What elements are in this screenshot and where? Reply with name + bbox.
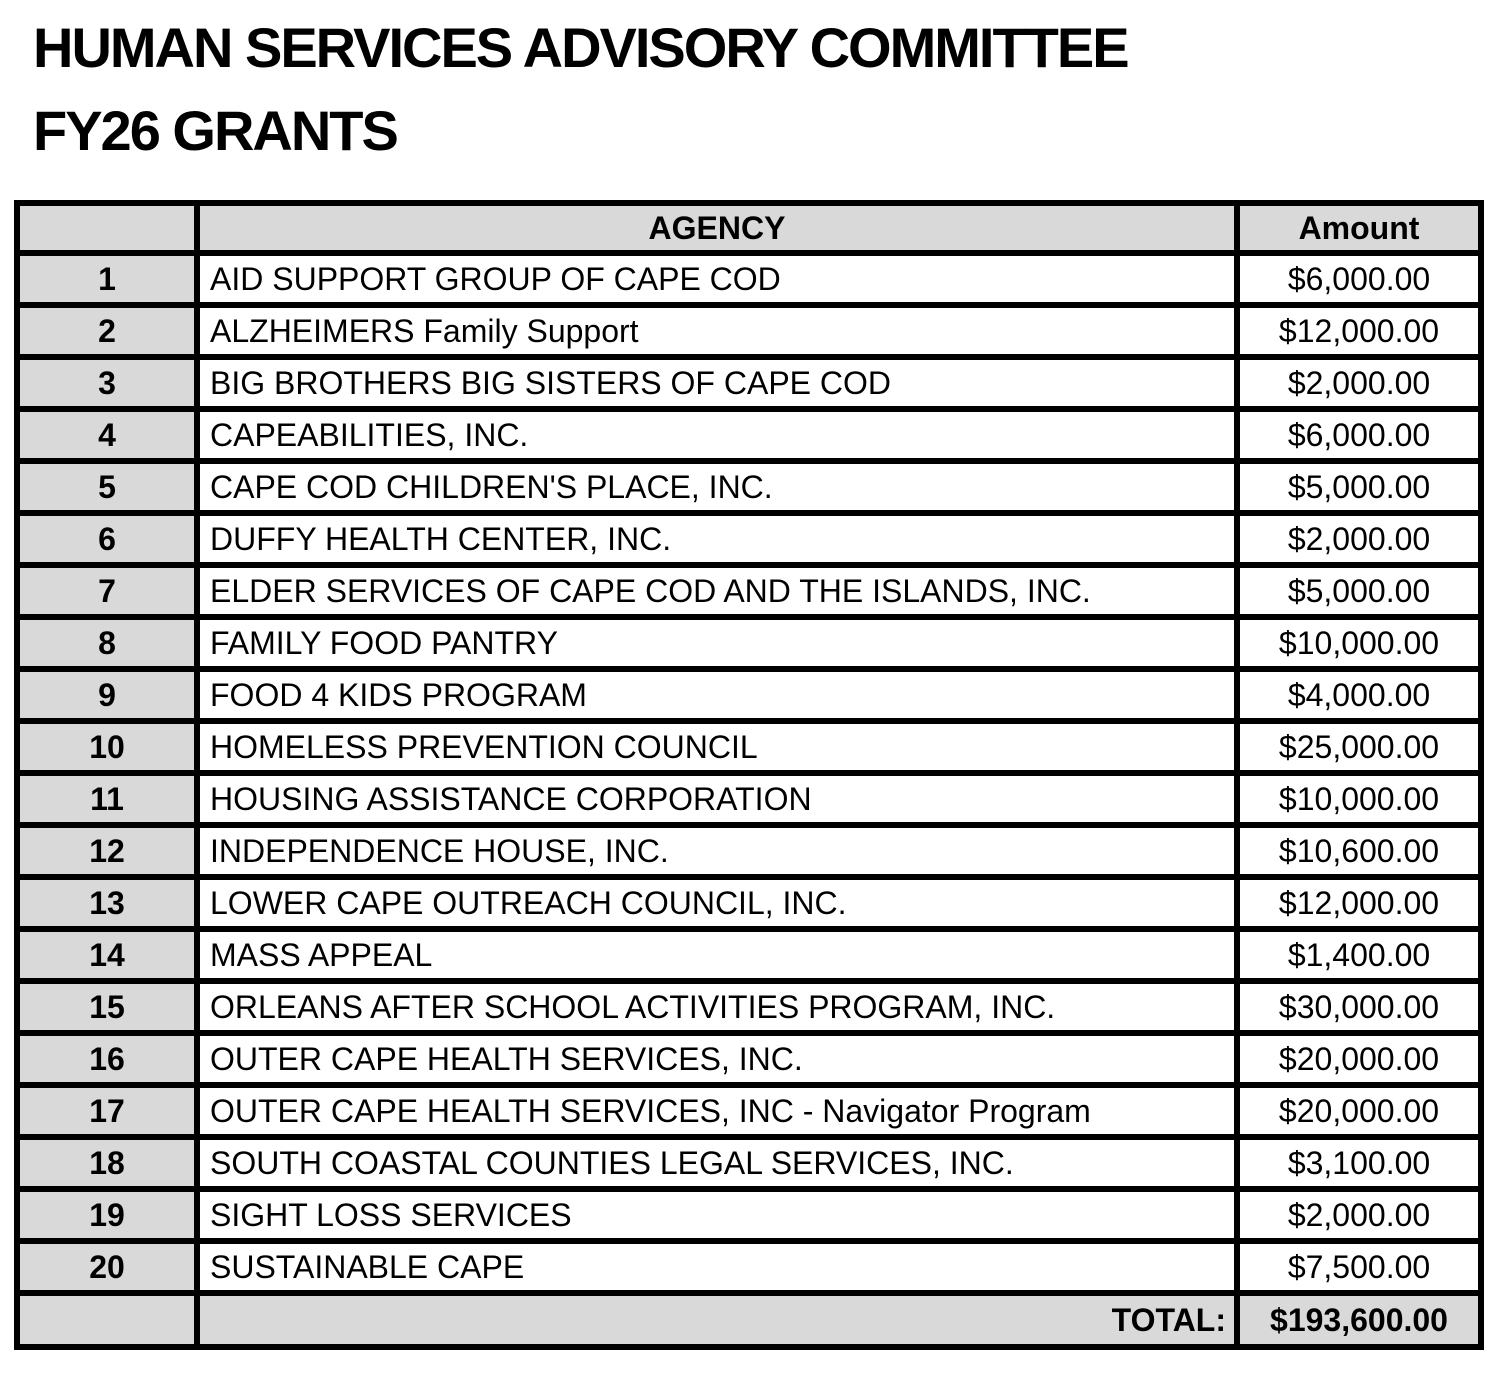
header-number-cell xyxy=(17,203,197,253)
row-agency-cell: ALZHEIMERS Family Support xyxy=(197,305,1237,357)
document-title: HUMAN SERVICES ADVISORY COMMITTEE xyxy=(33,16,1128,79)
row-agency-cell: OUTER CAPE HEALTH SERVICES, INC - Navigator Program xyxy=(197,1085,1237,1137)
row-number-cell: 14 xyxy=(17,929,197,981)
header-agency-cell: AGENCY xyxy=(197,203,1237,253)
row-amount-cell: $10,600.00 xyxy=(1237,825,1481,877)
grants-table xyxy=(14,200,1484,1350)
table-row xyxy=(17,1033,1481,1085)
row-agency-cell: CAPEABILITIES, INC. xyxy=(197,409,1237,461)
row-number-cell: 5 xyxy=(17,461,197,513)
row-number-cell: 9 xyxy=(17,669,197,721)
table-row xyxy=(17,773,1481,825)
row-agency-cell: OUTER CAPE HEALTH SERVICES, INC. xyxy=(197,1033,1237,1085)
table-row xyxy=(17,981,1481,1033)
row-amount-cell: $3,100.00 xyxy=(1237,1137,1481,1189)
table-row xyxy=(17,461,1481,513)
table-row xyxy=(17,513,1481,565)
row-amount-cell: $1,400.00 xyxy=(1237,929,1481,981)
header-row xyxy=(17,203,1481,253)
row-number-cell: 12 xyxy=(17,825,197,877)
row-number-cell: 2 xyxy=(17,305,197,357)
table-row xyxy=(17,565,1481,617)
row-amount-cell: $10,000.00 xyxy=(1237,773,1481,825)
table-row xyxy=(17,305,1481,357)
row-agency-cell: LOWER CAPE OUTREACH COUNCIL, INC. xyxy=(197,877,1237,929)
row-number-cell: 16 xyxy=(17,1033,197,1085)
row-number-cell: 1 xyxy=(17,253,197,305)
row-amount-cell: $4,000.00 xyxy=(1237,669,1481,721)
total-row xyxy=(17,1293,1481,1347)
row-amount-cell: $2,000.00 xyxy=(1237,357,1481,409)
row-number-cell: 20 xyxy=(17,1241,197,1293)
table-row xyxy=(17,1137,1481,1189)
total-empty-cell xyxy=(17,1293,197,1347)
row-agency-cell: ORLEANS AFTER SCHOOL ACTIVITIES PROGRAM, INC. xyxy=(197,981,1237,1033)
table-row xyxy=(17,721,1481,773)
row-amount-cell: $25,000.00 xyxy=(1237,721,1481,773)
row-number-cell: 11 xyxy=(17,773,197,825)
row-agency-cell: CAPE COD CHILDREN'S PLACE, INC. xyxy=(197,461,1237,513)
total-label-cell: TOTAL: xyxy=(197,1293,1237,1347)
row-number-cell: 19 xyxy=(17,1189,197,1241)
row-agency-cell: AID SUPPORT GROUP OF CAPE COD xyxy=(197,253,1237,305)
row-amount-cell: $2,000.00 xyxy=(1237,1189,1481,1241)
row-amount-cell: $10,000.00 xyxy=(1237,617,1481,669)
row-number-cell: 3 xyxy=(17,357,197,409)
row-amount-cell: $6,000.00 xyxy=(1237,253,1481,305)
row-agency-cell: DUFFY HEALTH CENTER, INC. xyxy=(197,513,1237,565)
row-agency-cell: HOMELESS PREVENTION COUNCIL xyxy=(197,721,1237,773)
row-amount-cell: $6,000.00 xyxy=(1237,409,1481,461)
document-title-block xyxy=(33,6,1500,172)
row-amount-cell: $2,000.00 xyxy=(1237,513,1481,565)
table-row xyxy=(17,617,1481,669)
row-agency-cell: SIGHT LOSS SERVICES xyxy=(197,1189,1237,1241)
table-row xyxy=(17,1189,1481,1241)
document-subtitle: FY26 GRANTS xyxy=(33,99,397,162)
row-amount-cell: $12,000.00 xyxy=(1237,305,1481,357)
table-row xyxy=(17,1241,1481,1293)
row-amount-cell: $30,000.00 xyxy=(1237,981,1481,1033)
row-amount-cell: $7,500.00 xyxy=(1237,1241,1481,1293)
table-row xyxy=(17,825,1481,877)
row-number-cell: 13 xyxy=(17,877,197,929)
row-number-cell: 6 xyxy=(17,513,197,565)
row-agency-cell: FAMILY FOOD PANTRY xyxy=(197,617,1237,669)
row-agency-cell: BIG BROTHERS BIG SISTERS OF CAPE COD xyxy=(197,357,1237,409)
table-row xyxy=(17,357,1481,409)
row-agency-cell: SUSTAINABLE CAPE xyxy=(197,1241,1237,1293)
row-number-cell: 10 xyxy=(17,721,197,773)
header-amount-cell: Amount xyxy=(1237,203,1481,253)
row-number-cell: 8 xyxy=(17,617,197,669)
row-agency-cell: HOUSING ASSISTANCE CORPORATION xyxy=(197,773,1237,825)
table-row xyxy=(17,669,1481,721)
table-row xyxy=(17,409,1481,461)
table-row xyxy=(17,253,1481,305)
row-agency-cell: FOOD 4 KIDS PROGRAM xyxy=(197,669,1237,721)
row-amount-cell: $20,000.00 xyxy=(1237,1033,1481,1085)
table-row xyxy=(17,929,1481,981)
row-number-cell: 7 xyxy=(17,565,197,617)
row-number-cell: 18 xyxy=(17,1137,197,1189)
row-amount-cell: $20,000.00 xyxy=(1237,1085,1481,1137)
row-number-cell: 15 xyxy=(17,981,197,1033)
grants-table-body xyxy=(17,253,1481,1293)
table-row xyxy=(17,1085,1481,1137)
row-amount-cell: $5,000.00 xyxy=(1237,461,1481,513)
row-agency-cell: ELDER SERVICES OF CAPE COD AND THE ISLANDS, INC. xyxy=(197,565,1237,617)
row-number-cell: 4 xyxy=(17,409,197,461)
row-amount-cell: $12,000.00 xyxy=(1237,877,1481,929)
table-row xyxy=(17,877,1481,929)
row-agency-cell: SOUTH COASTAL COUNTIES LEGAL SERVICES, INC. xyxy=(197,1137,1237,1189)
row-amount-cell: $5,000.00 xyxy=(1237,565,1481,617)
row-agency-cell: INDEPENDENCE HOUSE, INC. xyxy=(197,825,1237,877)
total-amount-cell: $193,600.00 xyxy=(1237,1293,1481,1347)
row-agency-cell: MASS APPEAL xyxy=(197,929,1237,981)
row-number-cell: 17 xyxy=(17,1085,197,1137)
